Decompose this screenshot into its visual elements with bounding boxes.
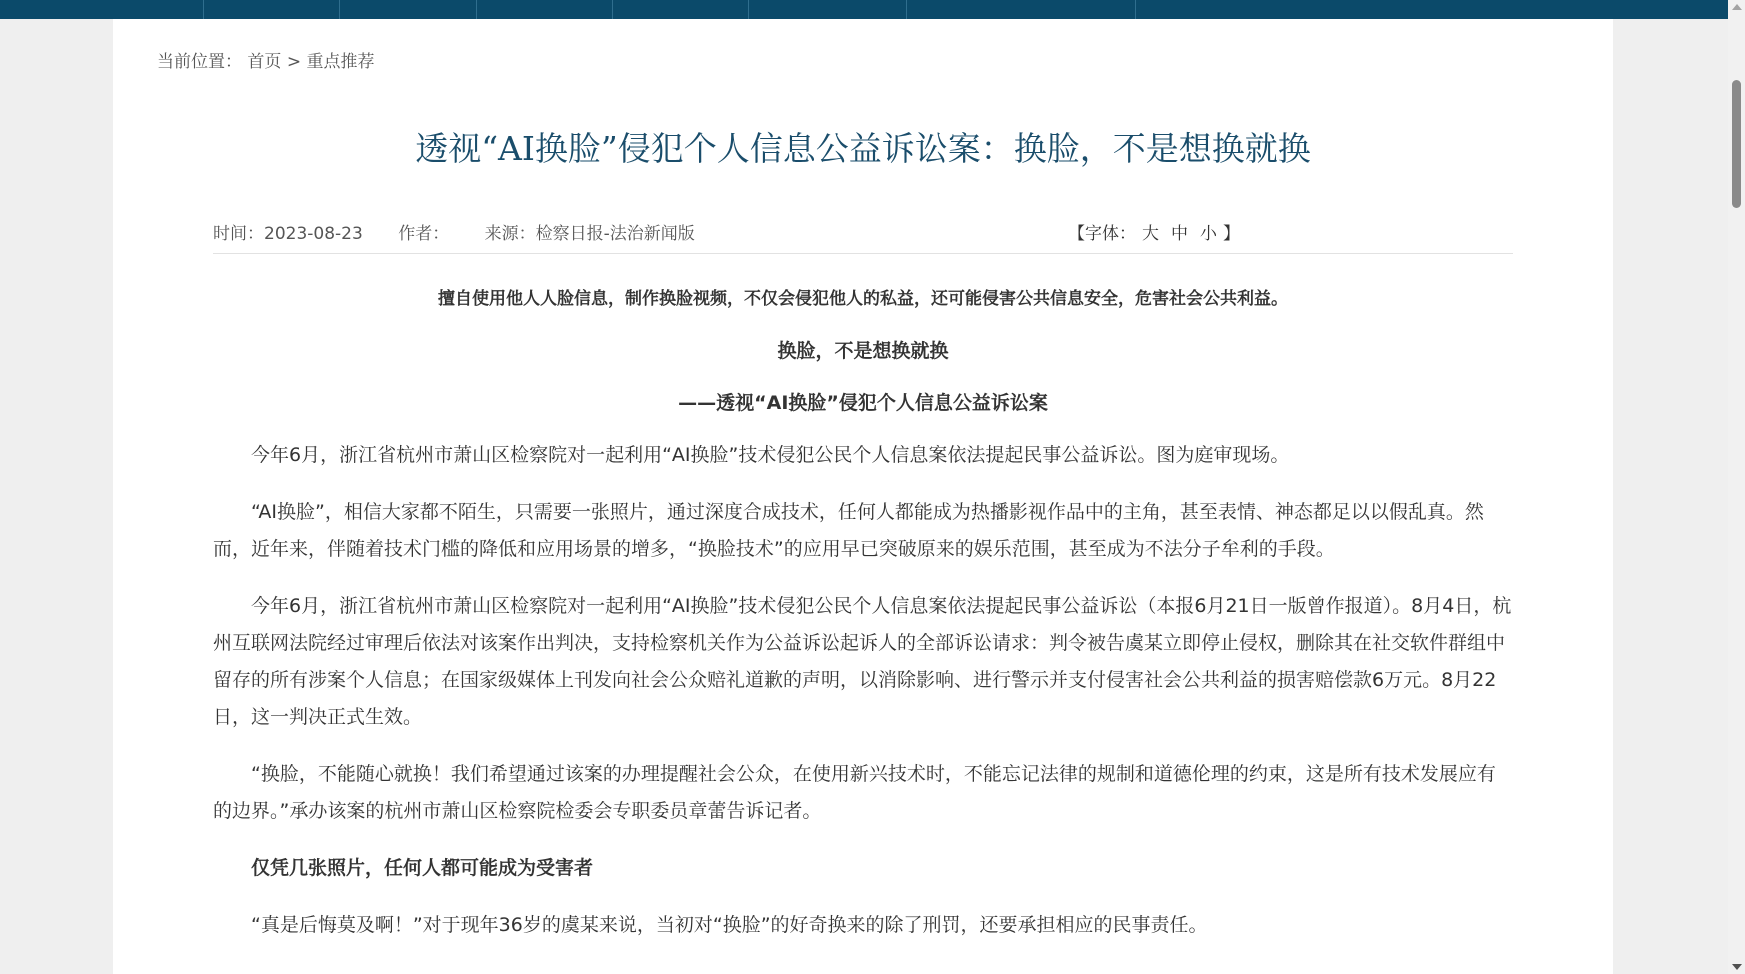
font-size-label: 【字体： — [1068, 224, 1136, 244]
paragraph: “AI换脸”，相信大家都不陌生，只需要一张照片，通过深度合成技术，任何人都能成为热播影视作品中的主角，甚至表情、神态都足以以假乱真。然而，近年来，伴随着技术门槛的降低和应用场景的增多，“换脸技术”的应用早已突破原来的娱乐范围，甚至成为不法分子牟利的手段。 — [213, 501, 1484, 560]
nav-item[interactable] — [477, 0, 613, 19]
scroll-down-arrow-icon[interactable] — [1732, 964, 1742, 970]
breadcrumb-current-link[interactable]: 重点推荐 — [306, 52, 375, 72]
nav-item[interactable] — [0, 0, 204, 19]
breadcrumb-prefix: 当前位置： — [157, 52, 242, 72]
scroll-up-arrow-icon[interactable] — [1732, 4, 1742, 10]
top-nav-bar — [0, 0, 1733, 19]
font-size-control — [1068, 219, 1240, 244]
paragraph: “换脸，不能随心就换！我们希望通过该案的办理提醒社会公众，在使用新兴技术时，不能忘记法律的规制和道德伦理的约束，这是所有技术发展应有的边界。”承办该案的杭州市萧山区检察院检委会专职委员章蕾告诉记者。 — [213, 763, 1496, 822]
source: 来源：检察日报-法治新闻版 — [484, 224, 695, 244]
paragraph: 今年6月，浙江省杭州市萧山区检察院对一起利用“AI换脸”技术侵犯公民个人信息案依法提起民事公益诉讼（本报6月21日一版曾作报道）。8月4日，杭州互联网法院经过审理后依法对该案作出判决，支持检察机关作为公益诉讼起诉人的全部诉讼请求：判令被告虞某立即停止侵权，删除其在社交软件群组中留存的所有涉案个人信息；在国家级媒体上刊发向社会公众赔礼道歉的声明，以消除影响、进行警示并支付侵害社会公共利益的损害赔偿款6万元。8月22日，这一判决正式生效。 — [213, 595, 1512, 728]
breadcrumb — [157, 47, 374, 72]
paragraph: “真是后悔莫及啊！”对于现年36岁的虞某来说，当初对“换脸”的好奇换来的除了刑罚，还要承担相应的民事责任。 — [251, 914, 1208, 936]
article-title: 透视“AI换脸”侵犯个人信息公益诉讼案：换脸，不是想换就换 — [415, 129, 1311, 168]
article-page — [113, 19, 1613, 974]
nav-item[interactable] — [340, 0, 477, 19]
section-heading: 仅凭几张照片，任何人都可能成为受害者 — [251, 857, 594, 879]
nav-item[interactable] — [613, 0, 749, 19]
font-size-close: 】 — [1223, 224, 1240, 244]
article-body — [213, 281, 1513, 964]
nav-item[interactable] — [204, 0, 340, 19]
divider — [213, 253, 1513, 254]
subtitle-subheading: ——透视“AI换脸”侵犯个人信息公益诉讼案 — [678, 392, 1048, 414]
article-lead: 擅自使用他人人脸信息，制作换脸视频，不仅会侵犯他人的私益，还可能侵害公共信息安全，危害社会公共利益。 — [438, 289, 1288, 309]
breadcrumb-home-link[interactable]: 首页 — [247, 52, 282, 72]
breadcrumb-separator: > — [286, 52, 302, 72]
nav-item[interactable] — [749, 0, 907, 19]
font-size-small-button[interactable]: 小 — [1200, 224, 1217, 244]
article-meta — [213, 219, 725, 244]
scrollbar-thumb[interactable] — [1732, 80, 1741, 208]
nav-item[interactable] — [1136, 0, 1366, 19]
author: 作者： — [398, 224, 450, 244]
publish-time: 时间：2023-08-23 — [213, 224, 363, 244]
font-size-large-button[interactable]: 大 — [1142, 224, 1159, 244]
paragraph: 今年6月，浙江省杭州市萧山区检察院对一起利用“AI换脸”技术侵犯公民个人信息案依法提起民事公益诉讼。图为庭审现场。 — [251, 444, 1290, 466]
subtitle-heading: 换脸，不是想换就换 — [777, 340, 949, 362]
font-size-medium-button[interactable]: 中 — [1171, 224, 1188, 244]
nav-item[interactable] — [907, 0, 1136, 19]
vertical-scrollbar[interactable] — [1728, 0, 1745, 974]
